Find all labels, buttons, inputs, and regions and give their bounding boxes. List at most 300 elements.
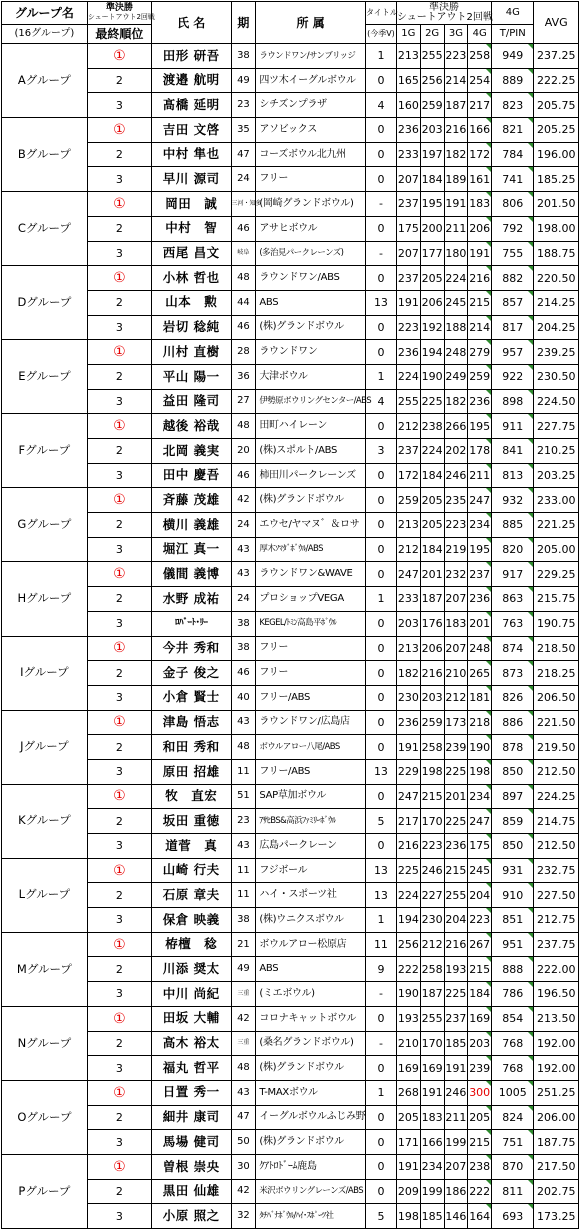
player-name: 田坂 大輔	[151, 1006, 231, 1031]
table-row	[2, 537, 579, 562]
final-rank: 2	[87, 1105, 151, 1130]
player-term: 42	[231, 1179, 256, 1204]
header-2g: 2G	[420, 25, 444, 44]
titles-count: 0	[365, 685, 396, 710]
header-titles-sub: (今季V)	[365, 25, 396, 44]
player-term: 42	[231, 488, 256, 513]
game-2-score: 223	[420, 834, 444, 859]
player-name: 今井 秀和	[151, 636, 231, 661]
table-row	[2, 1006, 579, 1031]
final-rank: ①	[87, 414, 151, 439]
game-3-score: 216	[444, 932, 468, 957]
game-3-score: 202	[444, 439, 468, 464]
average: 192.00	[534, 1031, 579, 1056]
game-3-score: 236	[444, 834, 468, 859]
player-affiliation: フリー	[256, 661, 366, 686]
player-term: 44	[231, 290, 256, 315]
game-3-score: 191	[444, 192, 468, 217]
player-name: 石原 章夫	[151, 883, 231, 908]
game-2-score: 200	[420, 216, 444, 241]
player-term: 11	[231, 858, 256, 883]
game-3-score: 223	[444, 44, 468, 69]
game-3-score: 223	[444, 513, 468, 538]
player-affiliation: フジボール	[256, 858, 366, 883]
game-1-score: 175	[396, 216, 420, 241]
player-affiliation: SAP草加ボウル	[256, 784, 366, 809]
titles-count: 5	[365, 809, 396, 834]
game-4-score: 239	[468, 1056, 492, 1081]
table-row	[2, 439, 579, 464]
game-2-score: 238	[420, 414, 444, 439]
player-affiliation: 広島パークレーン	[256, 834, 366, 859]
game-2-score: 203	[420, 685, 444, 710]
total-pins: 751	[492, 1130, 534, 1155]
player-name: 黒田 仙雄	[151, 1179, 231, 1204]
player-term: 23	[231, 809, 256, 834]
game-2-score: 187	[420, 587, 444, 612]
player-name: 福丸 哲平	[151, 1056, 231, 1081]
average: 227.75	[534, 414, 579, 439]
game-2-score: 255	[420, 44, 444, 69]
total-pins: 792	[492, 216, 534, 241]
game-4-score: 161	[468, 167, 492, 192]
player-name: 渡邉 航明	[151, 68, 231, 93]
game-4-score: 267	[468, 932, 492, 957]
game-1-score: 212	[396, 414, 420, 439]
game-2-score: 176	[420, 611, 444, 636]
game-3-score: 182	[444, 389, 468, 414]
game-2-score: 205	[420, 513, 444, 538]
titles-count: 13	[365, 883, 396, 908]
group-name: Mグループ	[2, 932, 88, 1006]
titles-count: 1	[365, 587, 396, 612]
game-4-score: 211	[468, 463, 492, 488]
average: 218.25	[534, 661, 579, 686]
game-1-score: 191	[396, 290, 420, 315]
total-pins: 911	[492, 414, 534, 439]
header-affiliation: 所 属	[256, 2, 366, 44]
game-3-score: 183	[444, 611, 468, 636]
titles-count: 0	[365, 216, 396, 241]
average: 192.00	[534, 1056, 579, 1081]
game-1-score: 237	[396, 439, 420, 464]
player-name: 中村 隼也	[151, 142, 231, 167]
player-term: 32	[231, 1204, 256, 1229]
total-pins: 741	[492, 167, 534, 192]
titles-count: -	[365, 241, 396, 266]
game-4-score: 216	[468, 266, 492, 291]
game-3-score: 239	[444, 735, 468, 760]
player-term: 38	[231, 611, 256, 636]
final-rank: ①	[87, 192, 151, 217]
player-term: 11	[231, 883, 256, 908]
game-3-score: 182	[444, 142, 468, 167]
final-rank: ①	[87, 932, 151, 957]
game-4-score: 205	[468, 1105, 492, 1130]
header-group: グループ名	[2, 2, 88, 25]
game-2-score: 206	[420, 290, 444, 315]
total-pins: 1005	[492, 1080, 534, 1105]
player-name: 小林 哲也	[151, 266, 231, 291]
game-3-score: 225	[444, 982, 468, 1007]
player-affiliation: ラウンドワン/ABS	[256, 266, 366, 291]
titles-count: -	[365, 1031, 396, 1056]
final-rank: 2	[87, 142, 151, 167]
game-3-score: 232	[444, 562, 468, 587]
table-row	[2, 118, 579, 143]
average: 224.25	[534, 784, 579, 809]
average: 203.25	[534, 463, 579, 488]
player-name: 斉藤 茂雄	[151, 488, 231, 513]
total-pins: 821	[492, 118, 534, 143]
total-pins: 841	[492, 439, 534, 464]
group-name: Jグループ	[2, 710, 88, 784]
average: 217.50	[534, 1154, 579, 1179]
final-rank: ①	[87, 1154, 151, 1179]
final-rank: 2	[87, 883, 151, 908]
player-name: 馬場 健司	[151, 1130, 231, 1155]
player-name: 原田 招雄	[151, 759, 231, 784]
player-affiliation: ラウンドワン&WAVE	[256, 562, 366, 587]
player-affiliation: ラウンドワン	[256, 340, 366, 365]
player-name: 和田 秀和	[151, 735, 231, 760]
table-row	[2, 710, 579, 735]
player-term: 48	[231, 1056, 256, 1081]
titles-count: 0	[365, 266, 396, 291]
game-3-score: 215	[444, 858, 468, 883]
table-row	[2, 1154, 579, 1179]
titles-count: 0	[365, 315, 396, 340]
player-term: 43	[231, 834, 256, 859]
titles-count: 0	[365, 167, 396, 192]
player-name: 堀江 真一	[151, 537, 231, 562]
player-term: 47	[231, 1105, 256, 1130]
player-name: 保倉 映義	[151, 908, 231, 933]
player-term: 28	[231, 340, 256, 365]
game-4-score: 206	[468, 216, 492, 241]
game-3-score: 224	[444, 266, 468, 291]
game-2-score: 259	[420, 93, 444, 118]
game-1-score: 191	[396, 1154, 420, 1179]
player-affiliation: ラウンドワン/広島店	[256, 710, 366, 735]
player-affiliation: エウセ/ヤマヌ゛＆ロサ	[256, 513, 366, 538]
game-4-score: 164	[468, 1204, 492, 1229]
game-1-score: 191	[396, 735, 420, 760]
game-1-score: 259	[396, 488, 420, 513]
total-pins: 898	[492, 389, 534, 414]
final-rank: 2	[87, 587, 151, 612]
game-4-score: 181	[468, 685, 492, 710]
titles-count: 0	[365, 735, 396, 760]
game-2-score: 185	[420, 1204, 444, 1229]
table-row	[2, 1105, 579, 1130]
game-1-score: 225	[396, 858, 420, 883]
player-term: 48	[231, 266, 256, 291]
player-name: 中川 尚紀	[151, 982, 231, 1007]
game-4-score: 259	[468, 364, 492, 389]
game-4-score: 178	[468, 439, 492, 464]
final-rank: ①	[87, 1006, 151, 1031]
header-group-sub: (16グループ)	[2, 25, 88, 44]
player-term: 43	[231, 562, 256, 587]
game-3-score: 204	[444, 908, 468, 933]
game-1-score: 222	[396, 957, 420, 982]
player-term: 30	[231, 1154, 256, 1179]
game-4-score: 190	[468, 735, 492, 760]
game-3-score: 185	[444, 1031, 468, 1056]
average: 227.50	[534, 883, 579, 908]
game-1-score: 213	[396, 44, 420, 69]
total-pins: 763	[492, 611, 534, 636]
table-row	[2, 241, 579, 266]
average: 210.25	[534, 439, 579, 464]
game-4-score: 248	[468, 636, 492, 661]
total-pins: 863	[492, 587, 534, 612]
player-affiliation: (株)グランドボウル	[256, 488, 366, 513]
player-name: 早川 源司	[151, 167, 231, 192]
titles-count: 0	[365, 414, 396, 439]
table-row	[2, 1130, 579, 1155]
game-3-score: 146	[444, 1204, 468, 1229]
average: 173.25	[534, 1204, 579, 1229]
player-name: 平山 陽一	[151, 364, 231, 389]
table-row	[2, 636, 579, 661]
average: 219.50	[534, 735, 579, 760]
average: 218.50	[534, 636, 579, 661]
game-2-score: 201	[420, 562, 444, 587]
game-2-score: 195	[420, 192, 444, 217]
player-term: 36	[231, 364, 256, 389]
average: 185.25	[534, 167, 579, 192]
header-tpin: T/PIN	[492, 25, 534, 44]
game-2-score: 187	[420, 982, 444, 1007]
player-term: 三重	[231, 982, 256, 1007]
game-1-score: 190	[396, 982, 420, 1007]
game-4-score: 237	[468, 562, 492, 587]
average: 230.50	[534, 364, 579, 389]
table-row	[2, 68, 579, 93]
game-4-score: 204	[468, 883, 492, 908]
final-rank: ①	[87, 562, 151, 587]
total-pins: 850	[492, 834, 534, 859]
table-row	[2, 167, 579, 192]
total-pins: 850	[492, 759, 534, 784]
player-affiliation: (桑名グランドボウル)	[256, 1031, 366, 1056]
average: 201.50	[534, 192, 579, 217]
game-4-score: 183	[468, 192, 492, 217]
total-pins: 813	[492, 463, 534, 488]
final-rank: 3	[87, 1130, 151, 1155]
total-pins: 917	[492, 562, 534, 587]
titles-count: 0	[365, 513, 396, 538]
titles-count: 0	[365, 1056, 396, 1081]
header-titles: タイトル	[365, 2, 396, 25]
player-term: 35	[231, 118, 256, 143]
average: 214.25	[534, 290, 579, 315]
player-name: 川添 奨太	[151, 957, 231, 982]
final-rank: 2	[87, 68, 151, 93]
player-term: 46	[231, 463, 256, 488]
player-term: 49	[231, 68, 256, 93]
game-1-score: 268	[396, 1080, 420, 1105]
final-rank: 2	[87, 216, 151, 241]
total-pins: 874	[492, 636, 534, 661]
game-3-score: 210	[444, 661, 468, 686]
game-4-score: 215	[468, 957, 492, 982]
game-4-score: 247	[468, 488, 492, 513]
average: 205.75	[534, 93, 579, 118]
player-name: 儀間 義博	[151, 562, 231, 587]
game-1-score: 160	[396, 93, 420, 118]
group-name: Fグループ	[2, 414, 88, 488]
game-3-score: 246	[444, 463, 468, 488]
player-term: 38	[231, 44, 256, 69]
game-3-score: 266	[444, 414, 468, 439]
table-row	[2, 932, 579, 957]
average: 212.75	[534, 908, 579, 933]
average: 220.50	[534, 266, 579, 291]
player-term: 46	[231, 661, 256, 686]
group-name: Cグループ	[2, 192, 88, 266]
titles-count: 0	[365, 1130, 396, 1155]
average: 205.00	[534, 537, 579, 562]
final-rank: 3	[87, 167, 151, 192]
game-4-score: 218	[468, 710, 492, 735]
game-4-score: 254	[468, 68, 492, 93]
game-3-score: 219	[444, 537, 468, 562]
final-rank: 3	[87, 834, 151, 859]
game-1-score: 255	[396, 389, 420, 414]
results-body	[2, 44, 579, 1229]
titles-count: 0	[365, 611, 396, 636]
player-affiliation: フリー	[256, 636, 366, 661]
player-name: 山本 勲	[151, 290, 231, 315]
total-pins: 857	[492, 290, 534, 315]
final-rank: ①	[87, 44, 151, 69]
average: 237.25	[534, 44, 579, 69]
table-row	[2, 809, 579, 834]
group-name: Dグループ	[2, 266, 88, 340]
total-pins: 859	[492, 809, 534, 834]
game-1-score: 171	[396, 1130, 420, 1155]
header-3g: 3G	[444, 25, 468, 44]
table-row	[2, 908, 579, 933]
titles-count: 4	[365, 93, 396, 118]
game-1-score: 182	[396, 661, 420, 686]
player-term: 24	[231, 167, 256, 192]
average: 224.50	[534, 389, 579, 414]
table-row	[2, 661, 579, 686]
game-2-score: 194	[420, 340, 444, 365]
group-name: Aグループ	[2, 44, 88, 118]
game-1-score: 237	[396, 192, 420, 217]
player-term: 11	[231, 759, 256, 784]
average: 187.75	[534, 1130, 579, 1155]
game-4-score: 236	[468, 389, 492, 414]
game-4-score: 236	[468, 587, 492, 612]
table-row	[2, 463, 579, 488]
table-row	[2, 340, 579, 365]
player-term: 三河・知多	[231, 192, 256, 217]
titles-count: 9	[365, 957, 396, 982]
game-2-score: 227	[420, 883, 444, 908]
game-1-score: 223	[396, 315, 420, 340]
titles-count: 0	[365, 537, 396, 562]
table-row	[2, 192, 579, 217]
final-rank: 3	[87, 389, 151, 414]
game-1-score: 212	[396, 537, 420, 562]
player-affiliation: コーズボウル北九州	[256, 142, 366, 167]
game-4-score: 223	[468, 908, 492, 933]
game-3-score: 225	[444, 809, 468, 834]
player-term: 24	[231, 513, 256, 538]
table-row	[2, 957, 579, 982]
player-affiliation: 伊勢原ボウリングセンター/ABS	[256, 389, 366, 414]
player-name: 田中 慶吾	[151, 463, 231, 488]
game-3-score: 246	[444, 1080, 468, 1105]
header-total: 4G	[492, 2, 534, 25]
player-affiliation: ﾀﾁﾊﾞﾅﾎﾞｳﾙ/ﾊｲ･ｽﾎﾟｰﾂ社	[256, 1204, 366, 1229]
game-2-score: 199	[420, 1179, 444, 1204]
game-1-score: 224	[396, 364, 420, 389]
game-3-score: 216	[444, 118, 468, 143]
total-pins: 886	[492, 710, 534, 735]
game-3-score: 237	[444, 1006, 468, 1031]
player-affiliation: ｱｻﾋBS&高浜ﾌｧﾐﾘｰﾎﾞｳﾙ	[256, 809, 366, 834]
game-3-score: 199	[444, 1130, 468, 1155]
total-pins: 931	[492, 858, 534, 883]
total-pins: 870	[492, 1154, 534, 1179]
player-term: 43	[231, 1080, 256, 1105]
final-rank: 3	[87, 315, 151, 340]
titles-count: 1	[365, 1080, 396, 1105]
titles-count: 0	[365, 463, 396, 488]
table-row	[2, 1031, 579, 1056]
average: 204.25	[534, 315, 579, 340]
table-row	[2, 315, 579, 340]
player-name: 髙橋 延明	[151, 93, 231, 118]
average: 229.25	[534, 562, 579, 587]
group-name: Bグループ	[2, 118, 88, 192]
table-row	[2, 364, 579, 389]
titles-count: 1	[365, 364, 396, 389]
game-2-score: 225	[420, 389, 444, 414]
player-term: 42	[231, 1006, 256, 1031]
game-3-score: 255	[444, 883, 468, 908]
game-1-score: 209	[396, 1179, 420, 1204]
table-row	[2, 1056, 579, 1081]
player-affiliation: フリー/ABS	[256, 685, 366, 710]
titles-count: 1	[365, 44, 396, 69]
player-affiliation: 厚木ｿﾏﾀﾞﾎﾞｳﾙ/ABS	[256, 537, 366, 562]
game-2-score: 230	[420, 908, 444, 933]
table-row	[2, 883, 579, 908]
average: 239.25	[534, 340, 579, 365]
game-2-score: 191	[420, 1080, 444, 1105]
player-affiliation: 大津ボウル	[256, 364, 366, 389]
player-affiliation: ABS	[256, 290, 366, 315]
player-affiliation: ボウルアロー松原店	[256, 932, 366, 957]
player-name: 小倉 賢士	[151, 685, 231, 710]
game-4-score: 203	[468, 1031, 492, 1056]
game-3-score: 249	[444, 364, 468, 389]
game-2-score: 206	[420, 636, 444, 661]
player-term: 46	[231, 216, 256, 241]
group-name: Nグループ	[2, 1006, 88, 1080]
player-term: 47	[231, 142, 256, 167]
game-2-score: 234	[420, 1154, 444, 1179]
header-1g: 1G	[396, 25, 420, 44]
